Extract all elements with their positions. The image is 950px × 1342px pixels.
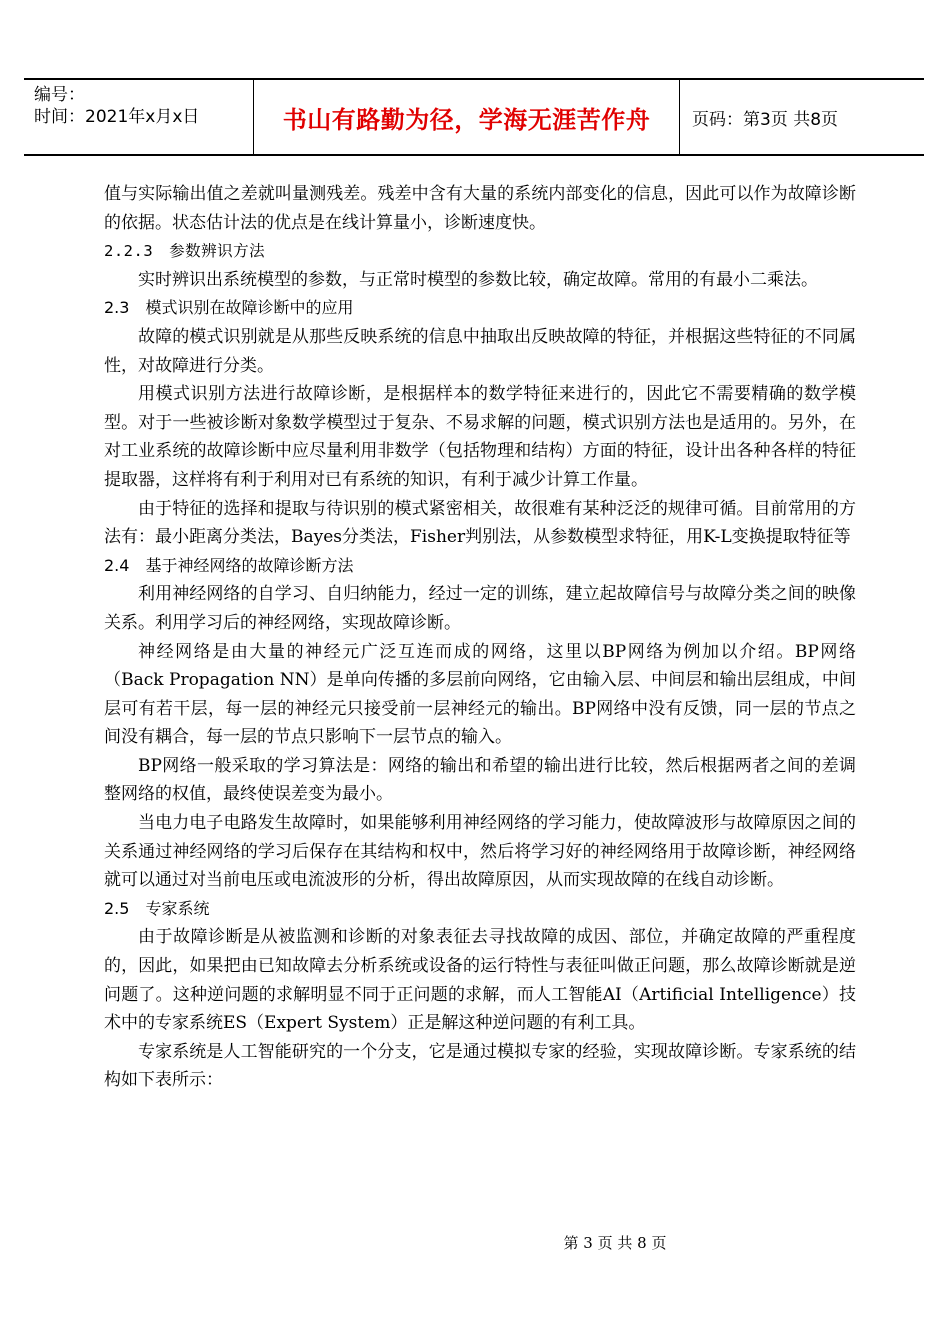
- header-page-info: 页码：第3页 共8页: [692, 109, 839, 130]
- paragraph: 利用神经网络的自学习、自归纳能力，经过一定的训练，建立起故障信号与故障分类之间的映像关系。利用学习后的神经网络，实现故障诊断。: [104, 584, 856, 633]
- header-meta: [24, 80, 254, 154]
- section-heading: 2.4 基于神经网络的故障诊断方法: [104, 555, 354, 575]
- paragraph: BP网络一般采取的学习算法是：网络的输出和希望的输出进行比较，然后根据两者之间的差调整网络的权值，最终使误差变为最小。: [104, 755, 856, 805]
- paragraph: 专家系统是人工智能研究的一个分支，它是通过模拟专家的经验，实现故障诊断。专家系统的结构如下表所示：: [104, 1041, 856, 1091]
- paragraph: 故障的模式识别就是从那些反映系统的信息中抽取出反映故障的特征，并根据这些特征的不同属性，对故障进行分类。: [104, 326, 856, 376]
- paragraph: 值与实际输出值之差就叫量测残差。残差中含有大量的系统内部变化的信息，因此可以作为故障诊断的依据。状态估计法的优点是在线计算量小，诊断速度快。: [104, 184, 856, 233]
- paragraph: 用模式识别方法进行故障诊断，是根据样本的数学特征来进行的，因此它不需要精确的数学模型。对于一些被诊断对象数学模型过于复杂、不易求解的问题，模式识别方法也是适用的。另外，在对工业系统的故障诊断中应尽量利用非数学（包括物理和结构）方面的特征，设计出各种各样的特征提取器，这样将有利于利用对已有系统的知识，有利于减少计算工作量。: [104, 384, 856, 490]
- paragraph: 实时辨识出系统模型的参数，与正常时模型的参数比较，确定故障。常用的有最小二乘法。: [138, 269, 818, 290]
- paragraph: 由于故障诊断是从被监测和诊断的对象表征去寻找故障的成因、部位，并确定故障的严重程度的，因此，如果把由已知故障去分析系统或设备的运行特性与表征叫做正问题，那么故障诊断就是逆问题了。这种逆问题的求解明显不同于正问题的求解，而人工智能AI（Artificial Intelligence）技术中的专家系统ES（Expert System）正是解这种逆问题的有利工具。: [104, 927, 856, 1034]
- paragraph: 由于特征的选择和提取与待识别的模式紧密相关，故很难有某种泛泛的规律可循。目前常用的方法有：最小距离分类法，Bayes分类法，Fisher判别法，从参数模型求特征，用K-L变换提取特征等: [104, 498, 856, 548]
- paragraph: 神经网络是由大量的神经元广泛互连而成的网络，这里以BP网络为例加以介绍。BP网络（Back Propagation NN）是单向传播的多层前向网络，它由输入层、中间层和输出层组成，中间层可有若干层，每一层的神经元只接受前一层神经元的输出。BP网络中没有反馈，同一层的节点之间没有耦合，每一层的节点只影响下一层节点的输入。: [104, 641, 856, 748]
- page-footer: 第 3 页 共 8 页: [563, 1234, 667, 1252]
- header-motto: 书山有路勤为径，学海无涯苦作舟: [254, 80, 680, 154]
- section-heading: 2.5 专家系统: [104, 898, 210, 918]
- document-body: [104, 180, 856, 1095]
- number-label: 编号：: [34, 85, 85, 105]
- section-heading: 2.3 模式识别在故障诊断中的应用: [104, 298, 354, 318]
- section-heading: 2.2.3 参数辨识方法: [104, 242, 266, 261]
- page-header: [24, 78, 924, 156]
- time-label: 时间：2021年x月x日: [34, 107, 200, 127]
- paragraph: 当电力电子电路发生故障时，如果能够利用神经网络的学习能力，使故障波形与故障原因之间的关系通过神经网络的学习后保存在其结构和权中，然后将学习好的神经网络用于故障诊断，神经网络就可以通过对当前电压或电流波形的分析，得出故障原因，从而实现故障的在线自动诊断。: [104, 813, 856, 891]
